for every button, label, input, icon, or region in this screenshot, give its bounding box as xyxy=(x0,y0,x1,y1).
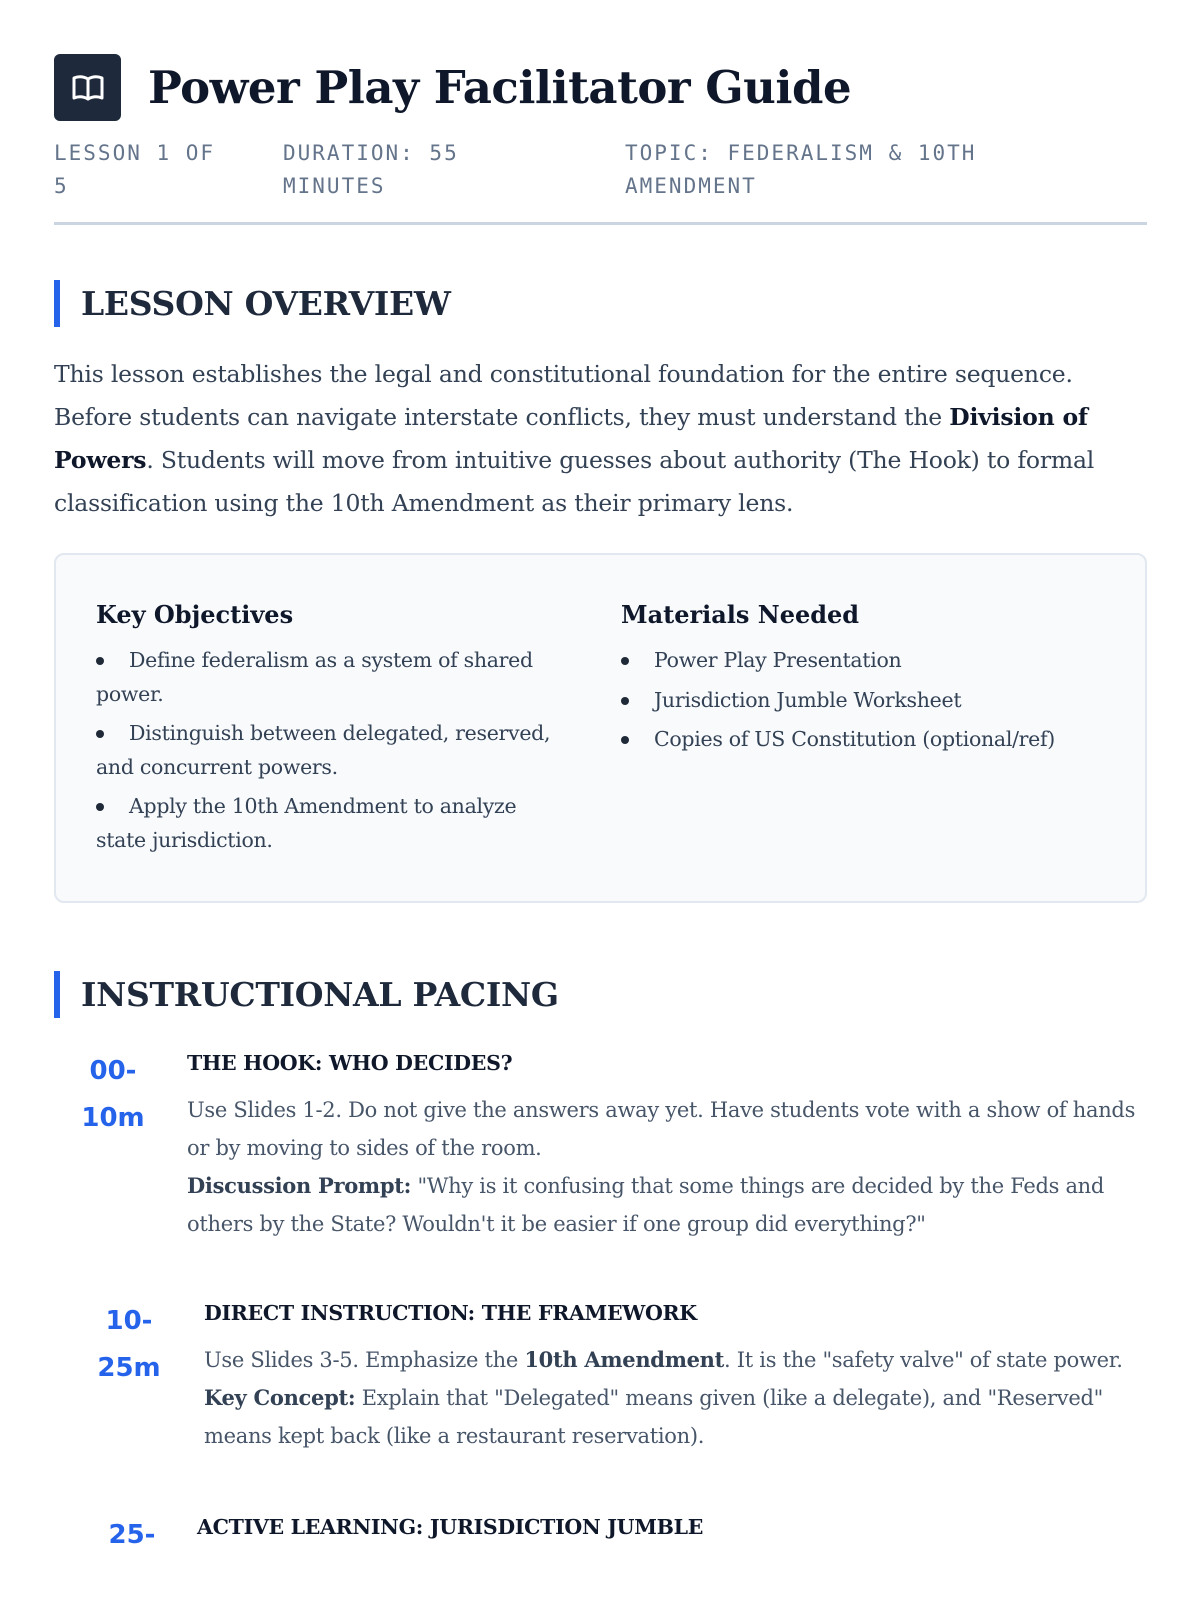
pacing-body xyxy=(187,1048,1152,1243)
section-heading-overview xyxy=(54,280,1147,327)
time-end: 25m xyxy=(97,1353,161,1383)
materials-needed xyxy=(621,595,1111,763)
lesson-duration: DURATION: 55 MINUTES xyxy=(283,141,459,198)
section-heading-text: LESSON OVERVIEW xyxy=(81,284,451,323)
pacing-text: Use Slides 1-2. Do not give the answers away yet. Have students vote with a show of hands or by moving to sides of the room. xyxy=(187,1098,1136,1160)
page-title: Power Play Facilitator Guide xyxy=(148,61,852,114)
lesson-number: LESSON 1 OF 5 xyxy=(54,141,216,198)
list-item: Jurisdiction Jumble Worksheet xyxy=(621,684,1111,718)
section-accent-bar xyxy=(54,280,60,327)
list-item: Distinguish between delegated, reserved, and concurrent powers. xyxy=(96,717,566,784)
pacing-title: ACTIVE LEARNING: JURISDICTION JUMBLE xyxy=(197,1515,704,1539)
open-book-icon xyxy=(54,54,121,121)
list-item: Copies of US Constitution (optional/ref) xyxy=(621,723,1111,757)
overview-paragraph xyxy=(54,353,1147,525)
pacing-text: "Why is it confusing that some things are decided by the Feds and others by the State? Wouldn't it be easier if one group did everything?" xyxy=(187,1174,1105,1236)
time-start: 10- xyxy=(105,1306,153,1336)
pacing-label: Discussion Prompt: xyxy=(187,1173,412,1198)
pacing-body xyxy=(197,1512,1147,1542)
pacing-body xyxy=(204,1298,1149,1455)
overview-emphasis: Division of Powers xyxy=(54,403,1088,474)
section-heading-text: INSTRUCTIONAL PACING xyxy=(81,975,559,1014)
pacing-label: Key Concept: xyxy=(204,1385,356,1410)
pacing-description xyxy=(204,1341,1149,1455)
lesson-meta xyxy=(54,137,1147,199)
section-heading-pacing xyxy=(54,971,1147,1018)
materials-heading: Materials Needed xyxy=(621,600,860,629)
title-row xyxy=(54,54,1147,121)
lesson-topic: TOPIC: FEDERALISM & 10TH AMENDMENT xyxy=(625,141,977,198)
list-item: Power Play Presentation xyxy=(621,644,1111,678)
pacing-title: THE HOOK: WHO DECIDES? xyxy=(187,1051,513,1075)
pacing-time xyxy=(96,1298,162,1392)
pacing-emphasis: 10th Amendment xyxy=(524,1347,725,1372)
objectives-materials-box xyxy=(54,553,1147,903)
list-item: Apply the 10th Amendment to analyze state jurisdiction. xyxy=(96,790,566,857)
facilitator-guide-page xyxy=(54,54,1147,1550)
header-divider xyxy=(54,222,1147,225)
pacing-text: . It is the "safety valve" of state power. xyxy=(724,1348,1123,1372)
list-item: Define federalism as a system of shared power. xyxy=(96,644,566,711)
time-start: 00- xyxy=(89,1056,137,1086)
pacing-text: Explain that "Delegated" means given (like a delegate), and "Reserved" means kept back (like a restaurant reservation). xyxy=(204,1386,1103,1448)
time-start: 25- xyxy=(108,1520,156,1550)
key-objectives xyxy=(96,595,566,863)
materials-list xyxy=(621,644,1111,757)
objectives-list xyxy=(96,644,566,857)
objectives-heading: Key Objectives xyxy=(96,600,294,629)
pacing-time xyxy=(80,1048,146,1142)
pacing-text: Use Slides 3-5. Emphasize the xyxy=(204,1348,525,1372)
pacing-title: DIRECT INSTRUCTION: THE FRAMEWORK xyxy=(204,1301,697,1325)
section-accent-bar xyxy=(54,971,60,1018)
pacing-description xyxy=(187,1091,1152,1243)
overview-text: This lesson establishes the legal and constitutional foundation for the entire sequence. Before students can navigate interstate conflicts, they must understand the xyxy=(54,360,1073,431)
time-end: 10m xyxy=(81,1103,145,1133)
overview-text: . Students will move from intuitive guesses about authority (The Hook) to formal classification using the 10th Amendment as their primary lens. xyxy=(54,446,1095,517)
pacing-time xyxy=(104,1512,160,1559)
